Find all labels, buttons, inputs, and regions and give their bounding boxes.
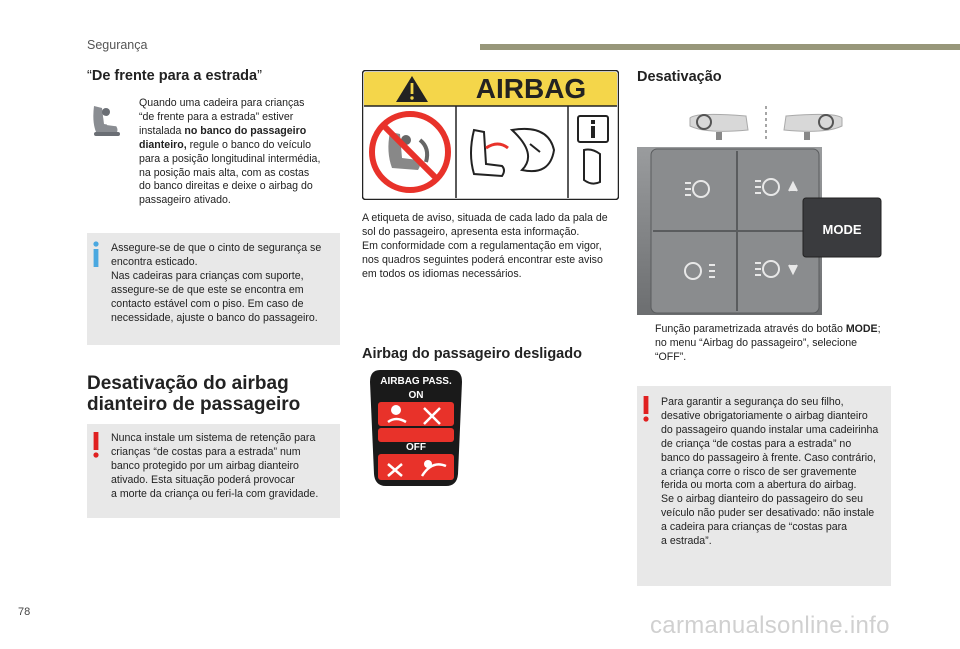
text-line: crianças “de costas para a estrada” num <box>111 445 301 458</box>
panel-off-label: OFF <box>406 442 426 453</box>
text-line: a estrada”. <box>661 535 712 548</box>
text-line: passageiro ativado. <box>139 194 231 207</box>
page-number: 78 <box>18 606 31 618</box>
warning-icon <box>93 432 99 458</box>
steering-wheel-diagram <box>686 104 846 144</box>
text-line: necessidade, ajuste o banco do passageiro. <box>111 311 318 324</box>
text-line: ativado. Esta situação poderá provocar <box>111 473 295 486</box>
child-seat-icon <box>86 100 126 140</box>
text-line: a morte da criança ou feri-la com gravidade. <box>111 487 319 500</box>
text-line: A etiqueta de aviso, situada de cada lado da pala de <box>362 212 608 224</box>
panel-on-label: ON <box>408 390 424 401</box>
text-line: assegure-se de que este se encontra em <box>111 283 304 296</box>
mode-instruction <box>655 323 891 365</box>
front-facing-heading: “De frente para a estrada” <box>87 68 262 84</box>
prohibited-child-seat-icon <box>372 114 448 190</box>
passenger-airbag-off-heading: Airbag do passageiro desligado <box>362 346 582 362</box>
text-line: Quando uma cadeira para crianças <box>139 97 305 109</box>
section-label: Segurança <box>87 38 148 52</box>
info-box <box>87 233 340 345</box>
text-line: nos quadros seguintes poderá encontrar este aviso <box>362 253 603 266</box>
text-line: sol do passageiro, apresenta esta informação. <box>362 225 580 238</box>
text-line: em todos os idiomas necessários. <box>362 267 522 280</box>
info-text <box>111 242 330 325</box>
warning-icon-right <box>643 396 649 422</box>
text-line: Para garantir a segurança do seu filho, <box>661 396 844 408</box>
text-line: de criança “de costas para a estrada” no <box>661 437 852 450</box>
text-line: veículo não puder ser desativado: não instale <box>661 507 875 520</box>
airbag-label-title: AIRBAG <box>475 73 587 104</box>
warning-box-right <box>637 386 891 586</box>
warning-box-left <box>87 424 340 518</box>
info-icon <box>93 241 99 267</box>
control-panel-photo <box>637 147 884 315</box>
airbag-warning-label <box>362 70 619 200</box>
text-line: Se o airbag dianteiro do passageiro do seu <box>661 493 864 506</box>
text-line: do banco direitas e deixe o airbag do <box>139 180 313 193</box>
label-description <box>362 212 622 282</box>
watermark: carmanualsonline.info <box>650 612 890 639</box>
airbag-pass-panel <box>366 370 466 486</box>
front-facing-text <box>139 97 339 208</box>
header-bar <box>480 44 960 50</box>
text-line: Nunca instale um sistema de retenção para <box>111 432 316 444</box>
text-line: a cadeira para crianças de “costas para <box>661 521 848 534</box>
warning-text-right <box>661 396 881 549</box>
warning-text-left <box>111 432 330 502</box>
text-line: ferida ou morta com a abertura do airbag. <box>661 479 857 492</box>
text-line: “OFF”. <box>655 350 687 363</box>
text-line: Nas cadeiras para crianças com suporte, <box>111 269 304 282</box>
text-line: Função parametrizada através do botão MODE; <box>655 323 881 335</box>
text-line: na posição mais alta, com as costas <box>139 166 310 179</box>
text-line: Em conformidade com a regulamentação em vigor, <box>362 239 602 252</box>
deactivation-right-heading: Desativação <box>637 69 722 85</box>
text-line: no menu “Airbag do passageiro”, selecione <box>655 336 857 349</box>
text-line: banco do passageiro à frente. Caso contrário, <box>661 451 876 464</box>
text-line: para a posição longitudinal intermédia, <box>139 152 321 165</box>
text-line: contacto estável com o piso. Em caso de <box>111 297 304 310</box>
deactivation-heading: Desativação do airbag dianteiro de passageiro <box>87 373 301 415</box>
text-line: desative obrigatoriamente o airbag dianteiro <box>661 409 868 422</box>
text-line: Assegure-se de que o cinto de segurança se <box>111 242 322 254</box>
text-line: instalada no banco do passageiro <box>139 124 307 137</box>
text-line: do passageiro quando instalar uma cadeirinha <box>661 423 879 436</box>
text-line: “de frente para a estrada” estiver <box>139 110 294 123</box>
text-line: dianteiro, regule o banco do veículo <box>139 138 311 151</box>
panel-title: AIRBAG PASS. <box>380 376 452 387</box>
text-line: encontra esticado. <box>111 255 198 268</box>
mode-button-label: MODE <box>822 222 862 237</box>
text-line: banco protegido por um airbag dianteiro <box>111 459 299 472</box>
text-line: a criança corre o risco de ser gravemente <box>661 465 857 478</box>
